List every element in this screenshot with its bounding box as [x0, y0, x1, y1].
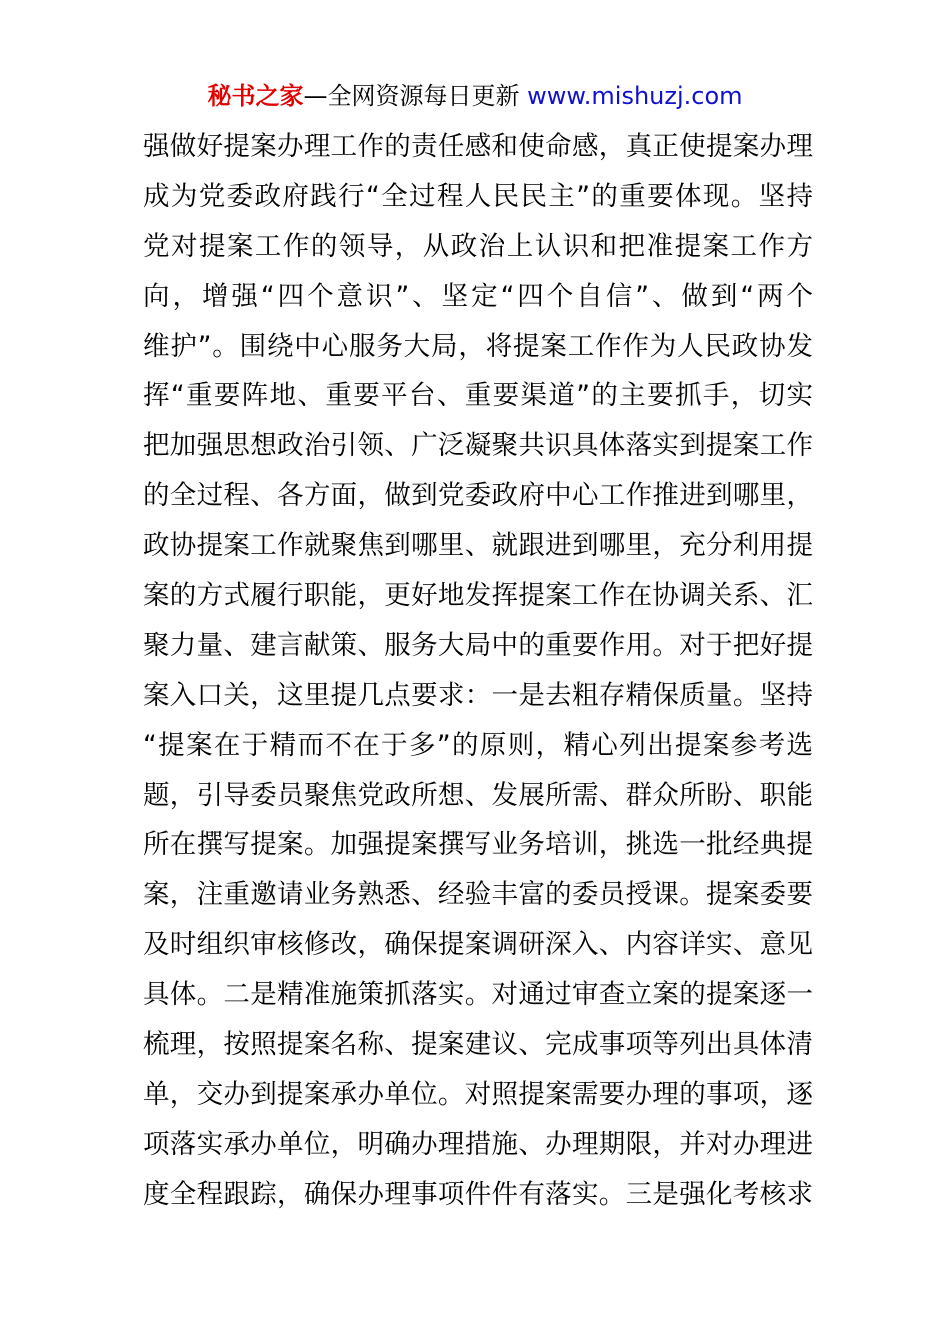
text-line: 政协提案工作就聚焦到哪里、就跟进到哪里，充分利用提	[143, 530, 813, 562]
header-tagline: —全网资源每日更新	[303, 82, 528, 110]
text-line: 单，交办到提案承办单位。对照提案需要办理的事项，逐	[143, 1078, 813, 1110]
text-line: 题，引导委员聚焦党政所想、发展所需、群众所盼、职能	[143, 779, 813, 811]
text-line: “提案在于精而不在于多”的原则，精心列出提案参考选	[143, 729, 813, 761]
text-line: 案的方式履行职能，更好地发挥提案工作在协调关系、汇	[143, 580, 813, 612]
text-line: 梳理，按照提案名称、提案建议、完成事项等列出具体清	[143, 1029, 813, 1061]
text-line: 挥“重要阵地、重要平台、重要渠道”的主要抓手，切实	[143, 380, 813, 412]
body-paragraph	[143, 122, 813, 1220]
text-line: 党对提案工作的领导，从政治上认识和把准提案工作方	[143, 230, 813, 262]
text-line: 项落实承办单位，明确办理措施、办理期限，并对办理进	[143, 1128, 813, 1160]
page-header	[0, 78, 950, 114]
text-line: 聚力量、建言献策、服务大局中的重要作用。对于把好提	[143, 629, 813, 661]
text-line: 维护”。围绕中心服务大局，将提案工作作为人民政协发	[143, 330, 813, 362]
text-line: 向，增强“四个意识”、坚定“四个自信”、做到“两个	[143, 280, 813, 312]
text-line: 把加强思想政治引领、广泛凝聚共识具体落实到提案工作	[143, 430, 813, 462]
brand-name: 秘书之家	[207, 82, 304, 110]
text-line: 案，注重邀请业务熟悉、经验丰富的委员授课。提案委要	[143, 879, 813, 911]
text-line: 所在撰写提案。加强提案撰写业务培训，挑选一批经典提	[143, 829, 813, 861]
text-line: 强做好提案办理工作的责任感和使命感，真正使提案办理	[143, 131, 813, 162]
text-line: 度全程跟踪，确保办理事项件件有落实。三是强化考核求	[143, 1178, 813, 1210]
text-line: 成为党委政府践行“全过程人民民主”的重要体现。坚持	[143, 180, 813, 212]
text-line: 案入口关，这里提几点要求：一是去粗存精保质量。坚持	[143, 679, 813, 711]
text-line: 的全过程、各方面，做到党委政府中心工作推进到哪里，	[143, 480, 813, 512]
text-line: 及时组织审核修改，确保提案调研深入、内容详实、意见	[143, 929, 813, 961]
website-link[interactable]: www.mishuzj.com	[527, 82, 743, 110]
text-line: 具体。二是精准施策抓落实。对通过审查立案的提案逐一	[143, 979, 813, 1011]
